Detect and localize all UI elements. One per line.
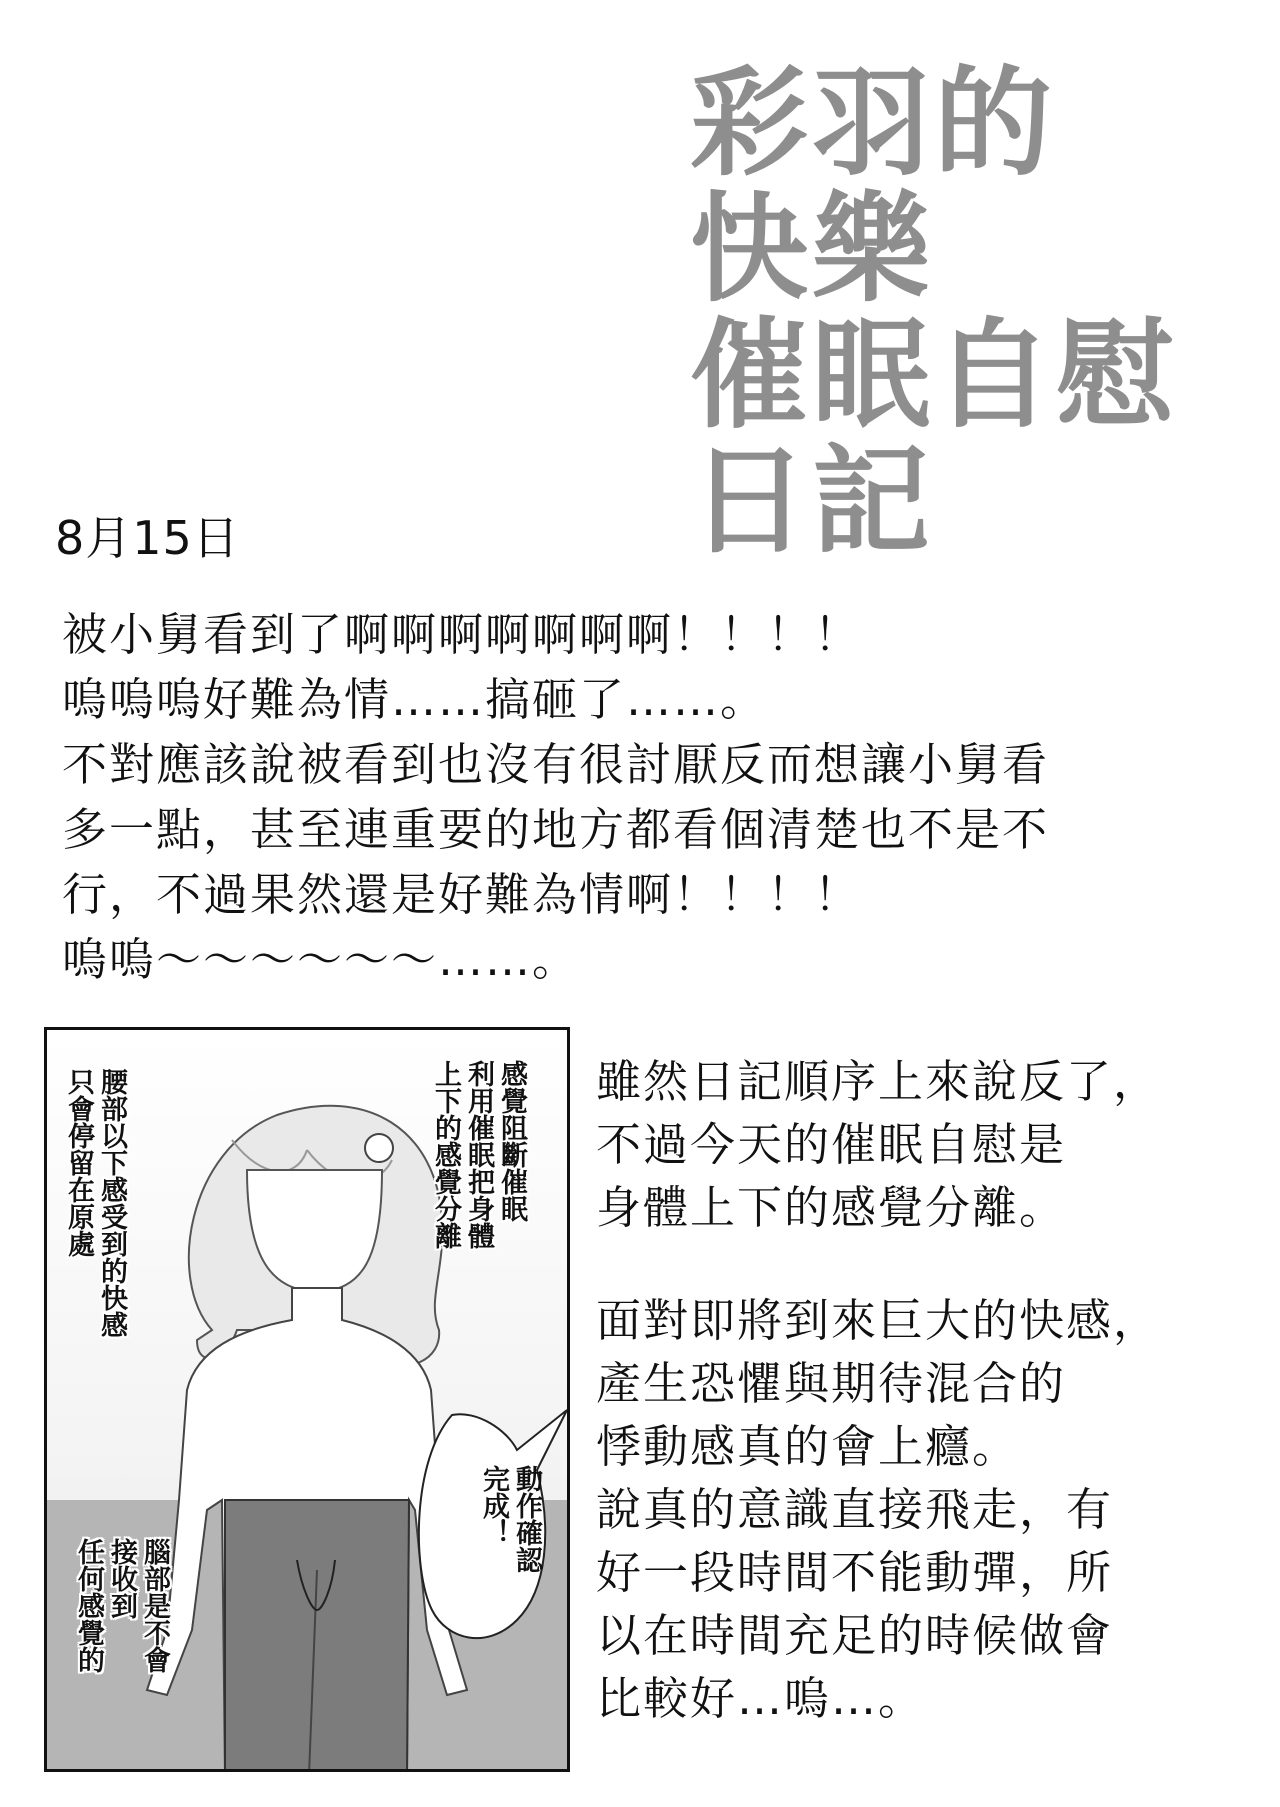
- caption-line: 利用催眠把身體: [463, 1060, 494, 1249]
- title-line: 快樂: [690, 180, 935, 318]
- diary-line: 行，不過果然還是好難為情啊！！！！: [62, 868, 862, 921]
- title-line: 催眠自慰: [690, 306, 1179, 444]
- bubble-line: 動作確認: [511, 1465, 542, 1573]
- caption-hypnosis: [429, 1060, 528, 1249]
- comic-panel: [44, 1027, 570, 1772]
- caption-line: 感覺阻斷催眠: [496, 1060, 527, 1222]
- side-line: 雖然日記順序上來說反了，: [596, 1055, 1161, 1108]
- side-line: 說真的意識直接飛走，有: [596, 1483, 1114, 1536]
- title-line: 日記: [690, 432, 935, 570]
- diary-line: 多一點，甚至連重要的地方都看個清楚也不是不: [62, 803, 1050, 856]
- bubble-line: 完成！: [478, 1465, 509, 1546]
- side-line: 產生恐懼與期待混合的: [596, 1357, 1067, 1410]
- diary-line: 嗚嗚嗚好難為情……搞砸了……。: [62, 673, 768, 726]
- caption-brain: [72, 1538, 171, 1673]
- caption-line: 接收到: [106, 1538, 137, 1619]
- caption-line: 腦部是不會: [139, 1538, 170, 1673]
- side-line: 比較好…嗚…。: [596, 1672, 926, 1725]
- side-line: 身體上下的感覺分離。: [596, 1181, 1067, 1234]
- caption-line: 上下的感覺分離: [430, 1060, 461, 1249]
- caption-lower-body: [62, 1068, 128, 1338]
- diary-line: 嗚嗚～～～～～～……。: [62, 933, 580, 986]
- side-line: 面對即將到來巨大的快感，: [596, 1294, 1161, 1347]
- side-line: 不過今天的催眠自慰是: [596, 1118, 1067, 1171]
- diary-line: 不對應該說被看到也沒有很討厭反而想讓小舅看: [62, 738, 1050, 791]
- side-line: 悸動感真的會上癮。: [596, 1420, 1020, 1473]
- side-line: 以在時間充足的時候做會: [596, 1609, 1114, 1662]
- title-line: 彩羽的: [690, 54, 1057, 192]
- caption-line: 任何感覺的: [73, 1538, 104, 1673]
- diary-date: 8月15日: [55, 511, 240, 565]
- speech-bubble-text: [477, 1465, 543, 1573]
- diary-title: [690, 54, 1250, 570]
- caption-line: 只會停留在原處: [63, 1068, 94, 1257]
- side-line: 好一段時間不能動彈，所: [596, 1546, 1114, 1599]
- side-commentary: [596, 1050, 1266, 1730]
- caption-line: 腰部以下感受到的快感: [96, 1068, 127, 1338]
- diary-line: 被小舅看到了啊啊啊啊啊啊啊！！！！: [62, 608, 862, 661]
- diary-entry: [62, 602, 1262, 992]
